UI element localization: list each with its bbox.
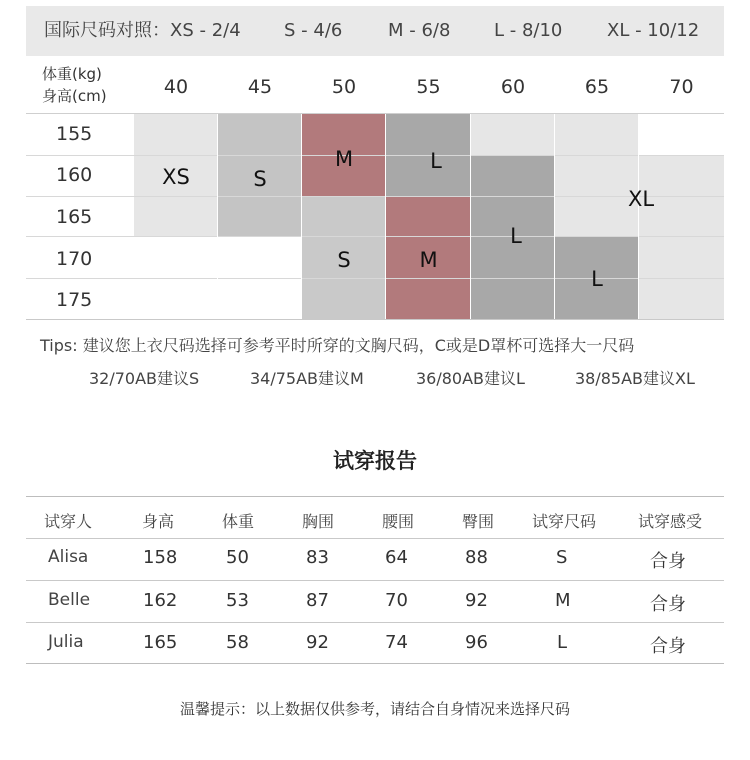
intl-size-m: M - 6/8 (388, 20, 451, 41)
intl-size-xs: XS - 2/4 (170, 20, 241, 41)
col-header-feel: 试穿感受 (638, 512, 703, 531)
table-line (26, 622, 724, 623)
size-label-l-upper: L (430, 149, 442, 173)
weight-col-70: 70 (669, 76, 694, 98)
size-label-m-lower: M (419, 248, 438, 272)
tester-weight: 50 (226, 547, 249, 568)
height-row-165: 165 (56, 206, 93, 228)
tester-height: 162 (143, 590, 178, 611)
tester-weight: 58 (226, 632, 249, 653)
tester-name: Julia (48, 632, 84, 652)
grid-line (26, 319, 724, 320)
tester-height: 165 (143, 632, 178, 653)
table-line (26, 580, 724, 581)
tester-feel: 合身 (650, 636, 686, 657)
weight-col-50: 50 (331, 76, 357, 98)
height-row-160: 160 (56, 164, 93, 186)
grid-line (385, 114, 386, 319)
tester-bust: 83 (306, 547, 329, 568)
tester-height: 158 (143, 547, 178, 568)
tester-hip: 92 (465, 590, 488, 611)
tester-size: M (555, 590, 571, 611)
intl-size-s: S - 4/6 (284, 20, 343, 41)
weight-col-40: 40 (163, 76, 189, 98)
size-label-l-lower: L (591, 267, 603, 291)
tester-bust: 87 (306, 590, 329, 611)
weight-col-65: 65 (584, 76, 610, 98)
cup-advice-s: 32/70AB建议S (89, 369, 200, 388)
col-header-size: 试穿尺码 (532, 512, 597, 531)
weight-axis-label: 体重(kg) (42, 65, 102, 83)
cell-xl-c70 (639, 155, 724, 319)
cup-advice-xl: 38/85AB建议XL (575, 369, 695, 388)
cup-advice-m: 34/75AB建议M (250, 369, 364, 388)
height-axis-label: 身高(cm) (42, 87, 107, 105)
tester-hip: 96 (465, 632, 488, 653)
height-row-170: 170 (56, 248, 93, 270)
tester-bust: 92 (306, 632, 329, 653)
size-label-xl: XL (627, 187, 655, 211)
tester-size: S (556, 547, 568, 568)
report-title: 试穿报告 (333, 449, 417, 473)
col-header-height: 身高 (142, 512, 175, 531)
tester-weight: 53 (226, 590, 249, 611)
size-label-s-lower: S (337, 248, 351, 272)
tester-size: L (557, 632, 568, 653)
table-line (26, 538, 724, 539)
table-line (26, 496, 724, 497)
tester-feel: 合身 (650, 551, 686, 572)
grid-line (301, 114, 302, 319)
size-label-l-mid: L (510, 224, 522, 248)
cup-advice-l: 36/80AB建议L (416, 369, 525, 388)
tester-name: Belle (48, 590, 91, 610)
weight-col-45: 45 (247, 76, 273, 98)
grid-line (26, 236, 724, 237)
tester-feel: 合身 (650, 594, 686, 615)
tester-waist: 64 (385, 547, 408, 568)
weight-col-55: 55 (416, 76, 441, 98)
height-row-155: 155 (56, 123, 93, 145)
col-header-weight: 体重 (222, 512, 255, 531)
col-header-bust: 胸围 (302, 512, 335, 531)
tester-hip: 88 (465, 547, 488, 568)
intl-size-xl: XL - 10/12 (607, 20, 700, 41)
tester-waist: 74 (385, 632, 408, 653)
tips-text: Tips: 建议您上衣尺码选择可参考平时所穿的文胸尺码，C或是D罩杯可选择大一尺码 (40, 336, 635, 355)
grid-line (26, 113, 724, 114)
col-header-hip: 臀围 (462, 512, 495, 531)
size-label-s-upper: S (253, 167, 267, 191)
tester-name: Alisa (48, 547, 89, 567)
size-label-m-upper: M (334, 147, 354, 171)
col-header-tester: 试穿人 (44, 512, 93, 531)
height-row-175: 175 (56, 289, 93, 311)
grid-line (470, 114, 471, 319)
footer-note: 温馨提示：以上数据仅供参考，请结合自身情况来选择尺码 (179, 700, 570, 718)
table-line (26, 663, 724, 664)
cell-xl-c65 (555, 114, 639, 236)
weight-col-60: 60 (500, 76, 526, 98)
tester-waist: 70 (385, 590, 408, 611)
intl-size-label: 国际尺码对照： (44, 20, 170, 41)
intl-size-bar (26, 6, 724, 56)
col-header-waist: 腰围 (382, 512, 415, 531)
intl-size-l: L - 8/10 (494, 20, 563, 41)
grid-line (217, 114, 218, 319)
size-label-xs: XS (162, 165, 190, 189)
